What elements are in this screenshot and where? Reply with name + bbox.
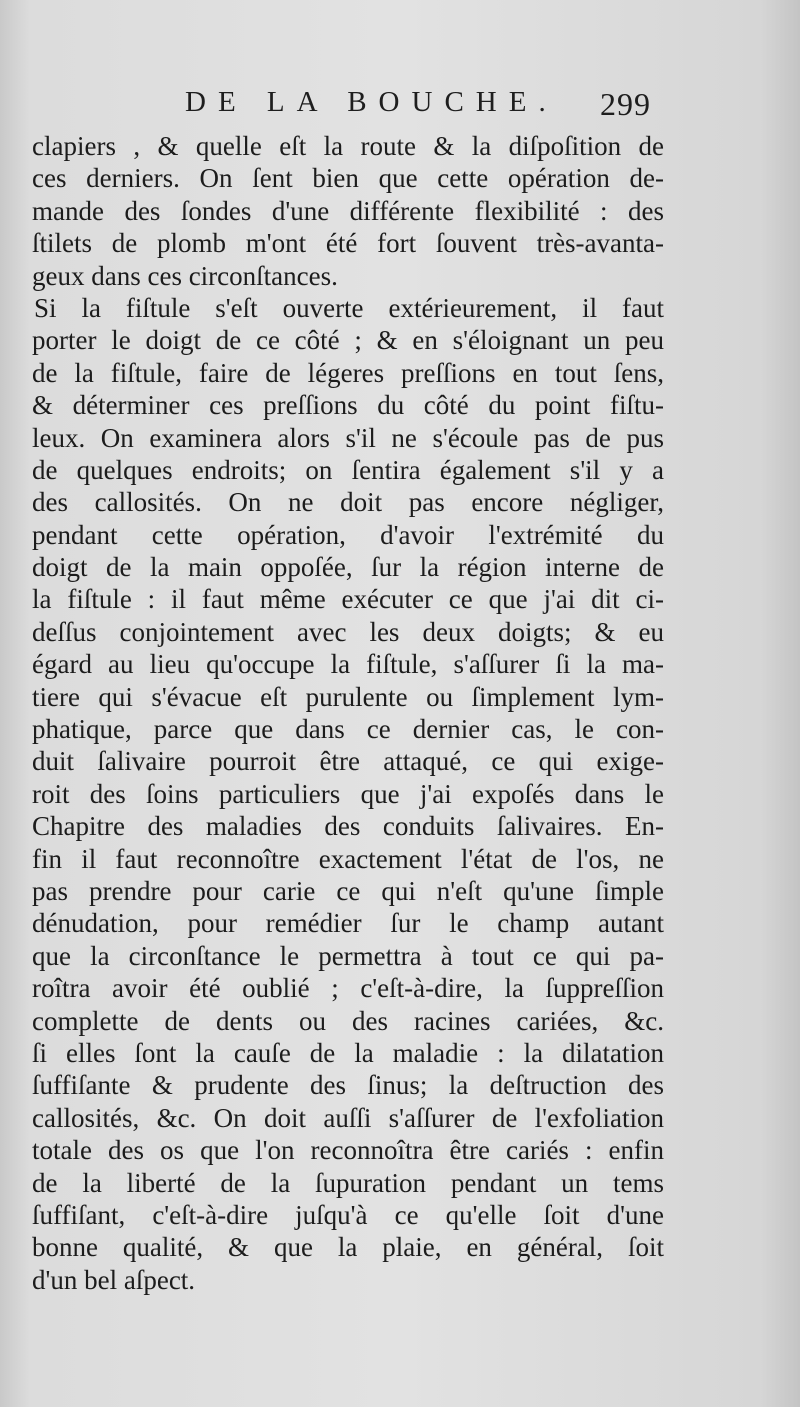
text-line: mande des ſondes d'une différente flexibilité : des — [32, 195, 664, 226]
text-line: des callosités. On ne doit pas encore négliger, — [32, 487, 664, 518]
text-line: totale des os que l'on reconnoîtra être cariés : enfin — [32, 1135, 664, 1166]
text-line: égard au lieu qu'occupe la fiſtule, s'aſſurer ſi la ma- — [32, 649, 664, 680]
text-line: ſuffiſant, c'eſt-à-dire juſqu'à ce qu'elle ſoit d'une — [32, 1199, 664, 1230]
text-line: clapiers , & quelle eſt la route & la diſpoſition de — [32, 131, 664, 161]
text-line: de quelques endroits; on ſentira également s'il y a — [32, 454, 664, 485]
text-line: & déterminer ces preſſions du côté du point fiſtu- — [32, 390, 664, 421]
text-line: porter le doigt de ce côté ; & en s'éloignant un peu — [32, 325, 664, 356]
text-line: tiere qui s'évacue eſt purulente ou ſimplement lym- — [32, 681, 664, 712]
text-line: ſuffiſante & prudente des ſinus; la deſtruction des — [32, 1070, 664, 1101]
text-line: doigt de la main oppoſée, ſur la région interne de — [32, 552, 664, 583]
page-header — [0, 86, 800, 126]
text-line: Si la fiſtule s'eſt ouverte extérieurement, il faut — [34, 292, 664, 323]
text-line: pendant cette opération, d'avoir l'extrémité du — [32, 519, 664, 550]
text-line: ſi elles ſont la cauſe de la maladie : la dilatation — [32, 1037, 664, 1068]
text-line: d'un bel aſpect. — [32, 1264, 196, 1295]
text-line: leux. On examinera alors s'il ne s'écoule pas de pus — [32, 422, 664, 453]
body-text — [32, 130, 664, 1296]
text-line: callosités, &c. On doit auſſi s'aſſurer de l'exfoliation — [32, 1102, 664, 1133]
text-line: roîtra avoir été oublié ; c'eſt-à-dire, la ſuppreſſion — [32, 973, 664, 1004]
text-line: Chapitre des maladies des conduits ſalivaires. En- — [32, 811, 664, 842]
text-line: phatique, parce que dans ce dernier cas, le con- — [32, 714, 664, 745]
text-line: pas prendre pour carie ce qui n'eſt qu'une ſimple — [32, 875, 664, 906]
page-number: 299 — [600, 86, 651, 122]
text-line: deſſus conjointement avec les deux doigts; & eu — [32, 616, 664, 647]
running-head: DE LA BOUCHE. — [185, 86, 558, 118]
text-line: fin il faut reconnoître exactement l'état de l'os, ne — [32, 843, 664, 874]
text-line: que la circonſtance le permettra à tout ce qui pa- — [32, 940, 664, 971]
text-line: geux dans ces circonſtances. — [32, 260, 338, 291]
text-line: ſtilets de plomb m'ont été fort ſouvent très-avanta- — [32, 228, 664, 259]
text-line: de la liberté de la ſupuration pendant un tems — [32, 1167, 664, 1198]
text-line: complette de dents ou des racines cariées, &c. — [32, 1005, 664, 1036]
text-line: ces derniers. On ſent bien que cette opération de- — [32, 163, 664, 194]
text-line: la fiſtule : il faut même exécuter ce que j'ai dit ci- — [32, 584, 664, 615]
text-line: de la fiſtule, faire de légeres preſſions en tout ſens, — [32, 357, 664, 388]
text-line: roit des ſoins particuliers que j'ai expoſés dans le — [32, 778, 664, 809]
text-line: duit ſalivaire pourroit être attaqué, ce qui exige- — [32, 746, 664, 777]
text-line: bonne qualité, & que la plaie, en général, ſoit — [32, 1232, 664, 1263]
text-line: dénudation, pour remédier ſur le champ autant — [32, 908, 664, 939]
